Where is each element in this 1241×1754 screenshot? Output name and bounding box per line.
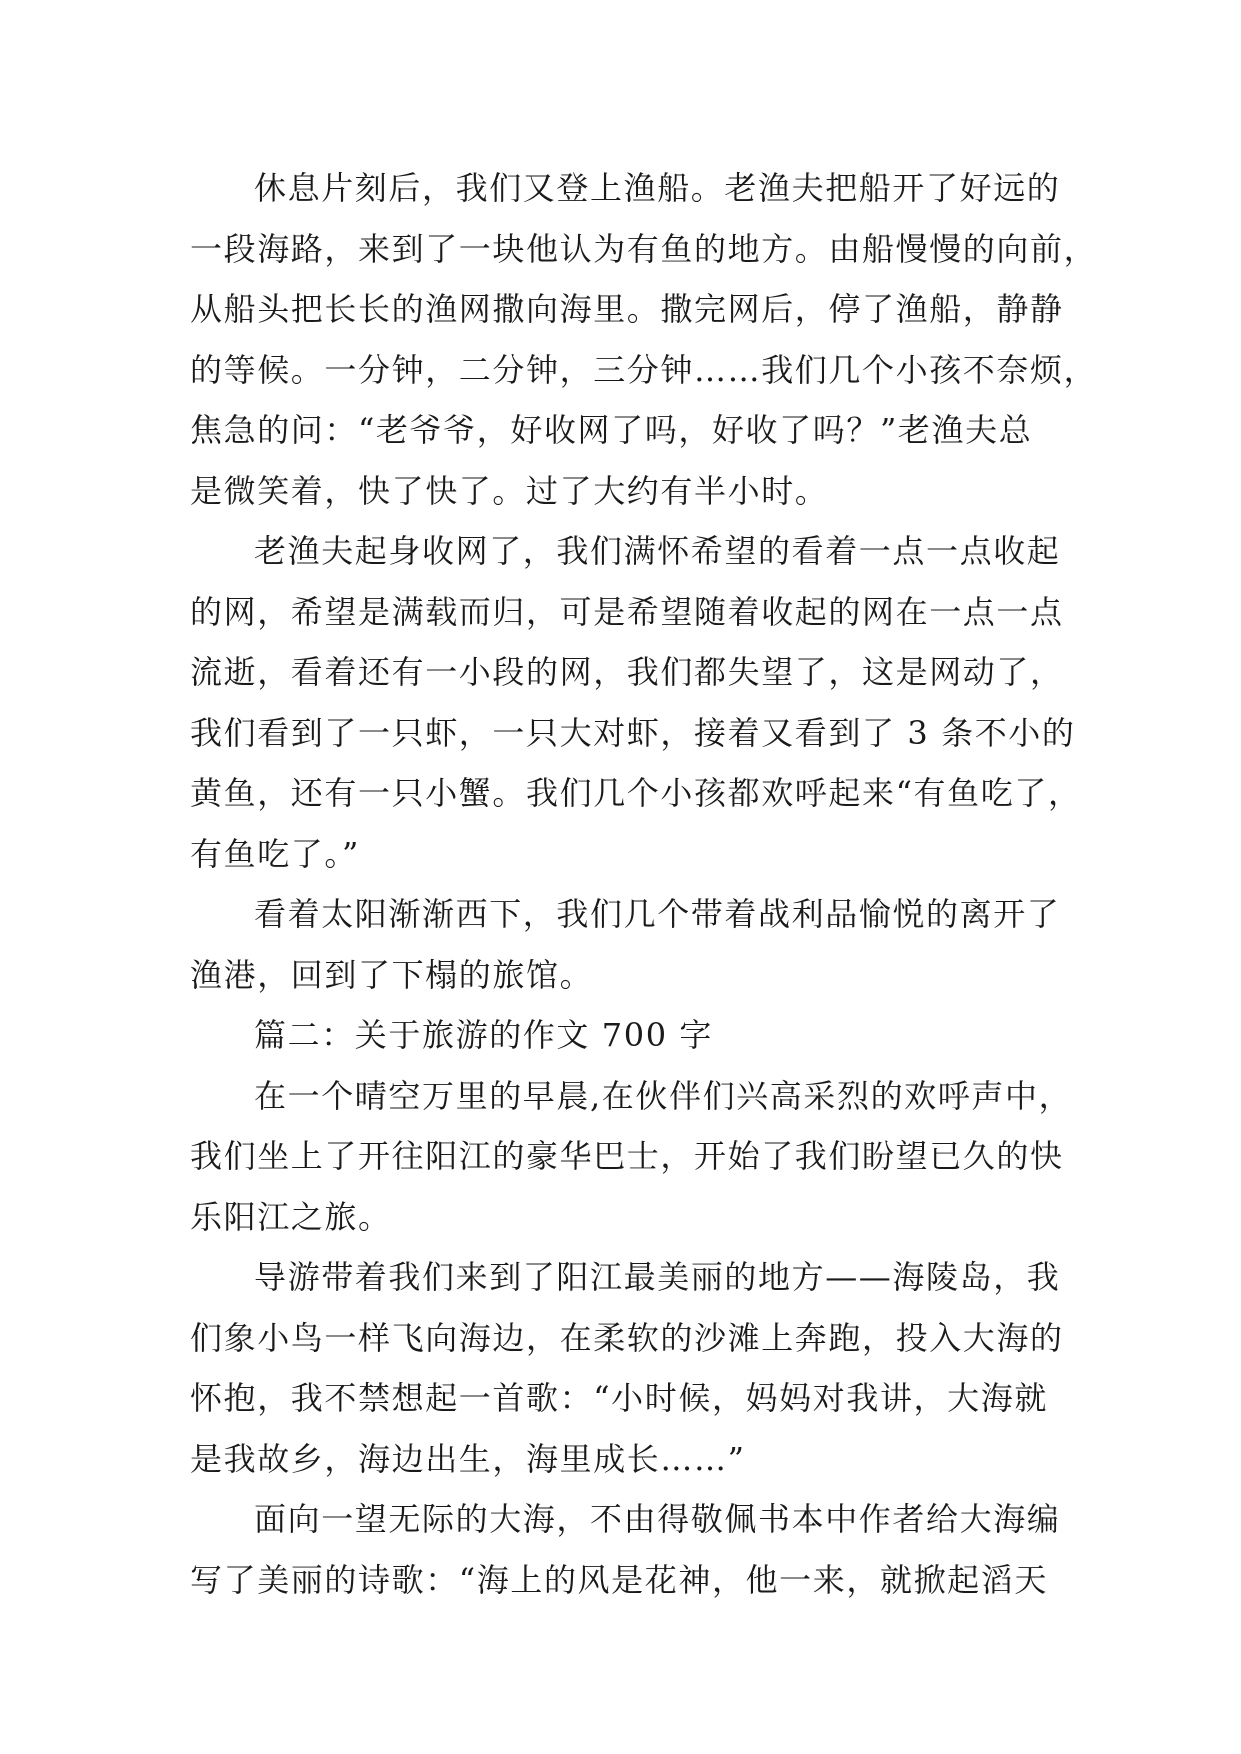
text-line: 休息片刻后，我们又登上渔船。老渔夫把船开了好远的	[254, 169, 1061, 207]
text-line: 怀抱，我不禁想起一首歌：“小时候，妈妈对我讲，大海就	[190, 1379, 1048, 1417]
text-line: 导游带着我们来到了阳江最美丽的地方——海陵岛，我	[254, 1258, 1061, 1296]
text-line: 流逝，看着还有一小段的网，我们都失望了，这是网动了，	[190, 653, 1064, 691]
text-line: 是我故乡，海边出生，海里成长……”	[190, 1439, 746, 1478]
text-line: 是微笑着，快了快了。过了大约有半小时。	[190, 471, 829, 510]
text-line: 黄鱼，还有一只小蟹。我们几个小孩都欢呼起来“有鱼吃了，	[190, 774, 1082, 812]
text-line: 焦急的问：“老爷爷，好收网了吗，好收了吗？”老渔夫总	[190, 411, 1033, 449]
text-line: 看着太阳渐渐西下，我们几个带着战利品愉悦的离开了	[254, 895, 1061, 933]
document-page	[190, 158, 1098, 1610]
text-line: 的等候。一分钟，二分钟，三分钟……我们几个小孩不奈烦，	[190, 350, 1098, 389]
text-line: 们象小鸟一样飞向海边，在柔软的沙滩上奔跑，投入大海的	[190, 1318, 1064, 1357]
text-line: 我们坐上了开往阳江的豪华巴士，开始了我们盼望已久的快	[190, 1137, 1064, 1175]
text-line: 一段海路，来到了一块他认为有鱼的地方。由船慢慢的向前，	[190, 229, 1098, 268]
text-line: 面向一望无际的大海，不由得敬佩书本中作者给大海编	[254, 1500, 1061, 1538]
section-heading: 篇二：关于旅游的作文 700 字	[254, 1016, 714, 1054]
text-line: 乐阳江之旅。	[190, 1197, 392, 1236]
text-line: 从船头把长长的渔网撒向海里。撒完网后，停了渔船，静静	[190, 290, 1064, 328]
text-line: 渔港，回到了下榻的旅馆。	[190, 955, 594, 994]
text-line: 写了美丽的诗歌：“海上的风是花神，他一来，就掀起滔天	[190, 1560, 1048, 1599]
text-line: 的网，希望是满载而归，可是希望随着收起的网在一点一点	[190, 592, 1064, 631]
text-line: 我们看到了一只虾，一只大对虾，接着又看到了 3 条不小的	[190, 713, 1076, 752]
text-line: 有鱼吃了。”	[190, 834, 360, 873]
text-line: 老渔夫起身收网了，我们满怀希望的看着一点一点收起	[254, 532, 1061, 570]
text-line: 在一个晴空万里的早晨,在伙伴们兴高采烈的欢呼声中，	[254, 1076, 1073, 1115]
